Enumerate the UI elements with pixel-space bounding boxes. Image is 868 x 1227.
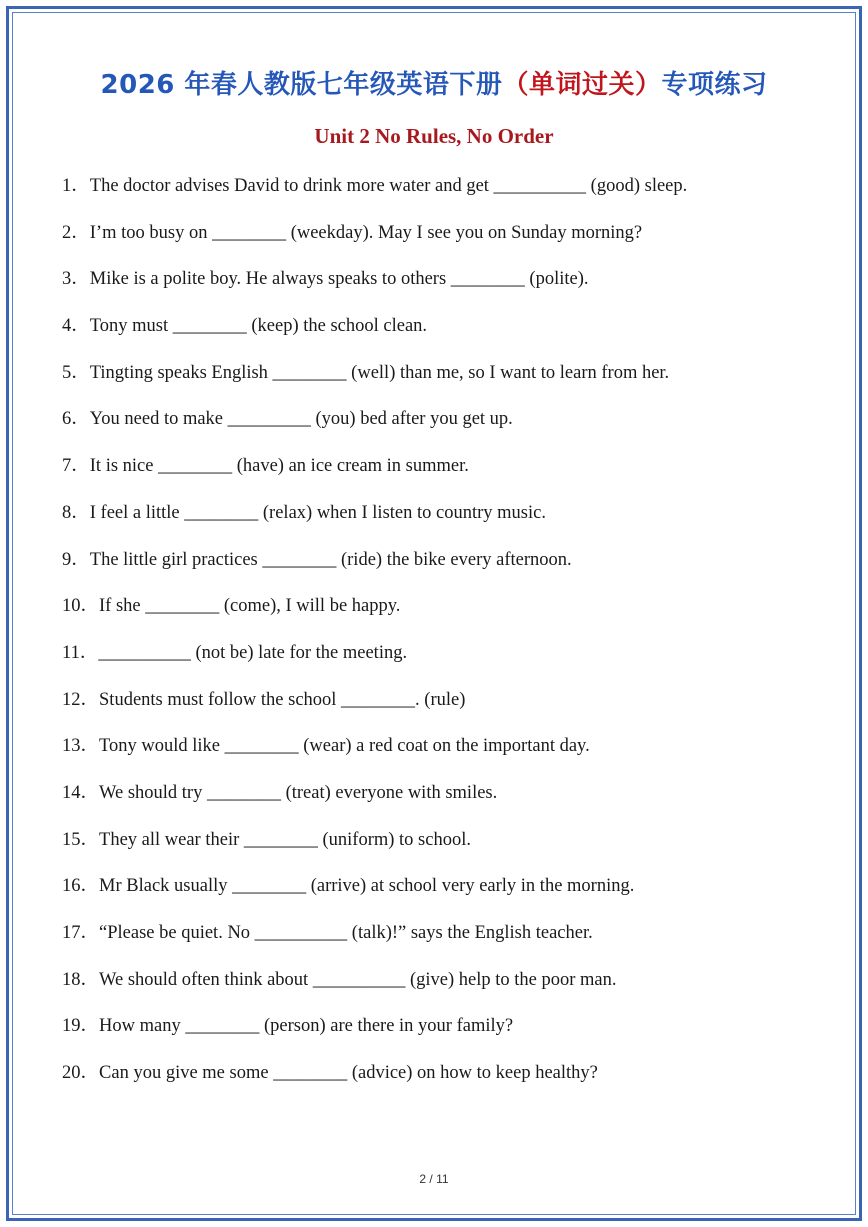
question-text: I’m too busy on ________ (weekday). May I see you on Sunday morning? (89, 222, 643, 243)
question-text: The little girl practices ________ (ride) the bike every afternoon. (89, 549, 572, 570)
question-text: It is nice ________ (have) an ice cream in summer. (89, 456, 469, 477)
question-number: 18． (62, 969, 100, 990)
question-text: __________ (not be) late for the meeting. (98, 642, 408, 663)
title-main: 2026 年春人教版七年级英语下册 (100, 70, 503, 100)
question-item (62, 265, 842, 312)
question-item (62, 779, 842, 826)
question-text: If she ________ (come), I will be happy. (99, 596, 401, 617)
page-number: 2 / 11 (419, 1172, 449, 1186)
question-text: Tony would like ________ (wear) a red coat on the important day. (99, 736, 590, 757)
question-text: I feel a little ________ (relax) when I listen to country music. (89, 502, 546, 523)
question-number: 5． (62, 362, 90, 383)
question-item (62, 499, 842, 546)
question-number: 11． (62, 642, 99, 663)
question-number: 19． (62, 1016, 100, 1037)
question-text: They all wear their ________ (uniform) to school. (99, 829, 471, 850)
question-item (62, 966, 842, 1013)
question-number: 17． (62, 923, 100, 943)
question-number: 20． (62, 1063, 100, 1084)
question-item (62, 732, 842, 779)
question-number: 6． (62, 409, 90, 430)
question-number: 1． (62, 176, 90, 196)
question-item (62, 592, 842, 639)
question-text: We should often think about __________ (give) help to the poor man. (99, 969, 617, 990)
question-item (62, 826, 842, 873)
question-item (62, 172, 842, 219)
page-title (0, 64, 868, 101)
question-item (62, 686, 842, 733)
question-text: Tony must ________ (keep) the school clean. (89, 316, 428, 337)
unit-subtitle: Unit 2 No Rules, No Order (314, 124, 554, 148)
question-text: “Please be quiet. No __________ (talk)!” says the English teacher. (99, 923, 593, 943)
question-text: Tingting speaks English ________ (well) than me, so I want to learn from her. (89, 362, 670, 383)
question-number: 14． (62, 782, 100, 803)
title-highlight: （单词过关） (502, 70, 662, 100)
question-number: 8． (62, 502, 90, 523)
question-item (62, 359, 842, 406)
question-number: 16． (62, 876, 100, 897)
question-item (62, 919, 842, 966)
question-text: How many ________ (person) are there in your family? (99, 1016, 514, 1037)
question-number: 4． (62, 316, 90, 337)
question-number: 10． (62, 596, 100, 617)
question-number: 15． (62, 829, 100, 850)
question-item (62, 405, 842, 452)
question-number: 3． (62, 269, 90, 290)
question-text: Students must follow the school ________. (rule) (99, 689, 466, 710)
question-item (62, 546, 842, 593)
question-item (62, 452, 842, 499)
question-text: Can you give me some ________ (advice) on how to keep healthy? (99, 1063, 598, 1084)
question-item (62, 219, 842, 266)
question-item (62, 639, 842, 686)
question-number: 9． (62, 549, 90, 570)
question-text: We should try ________ (treat) everyone with smiles. (99, 782, 498, 803)
question-text: The doctor advises David to drink more water and get __________ (good) sleep. (89, 176, 688, 196)
question-text: Mike is a polite boy. He always speaks to others ________ (polite). (89, 269, 589, 290)
question-text: Mr Black usually ________ (arrive) at school very early in the morning. (99, 876, 635, 897)
question-number: 7． (62, 456, 90, 477)
title-suffix: 专项练习 (661, 70, 768, 100)
question-number: 2． (62, 222, 90, 243)
question-item (62, 312, 842, 359)
question-item (62, 1059, 842, 1106)
question-list (62, 172, 842, 1106)
question-number: 12． (62, 689, 100, 710)
question-number: 13． (62, 736, 100, 757)
question-item (62, 1012, 842, 1059)
question-text: You need to make _________ (you) bed after you get up. (89, 409, 513, 430)
question-item (62, 872, 842, 919)
